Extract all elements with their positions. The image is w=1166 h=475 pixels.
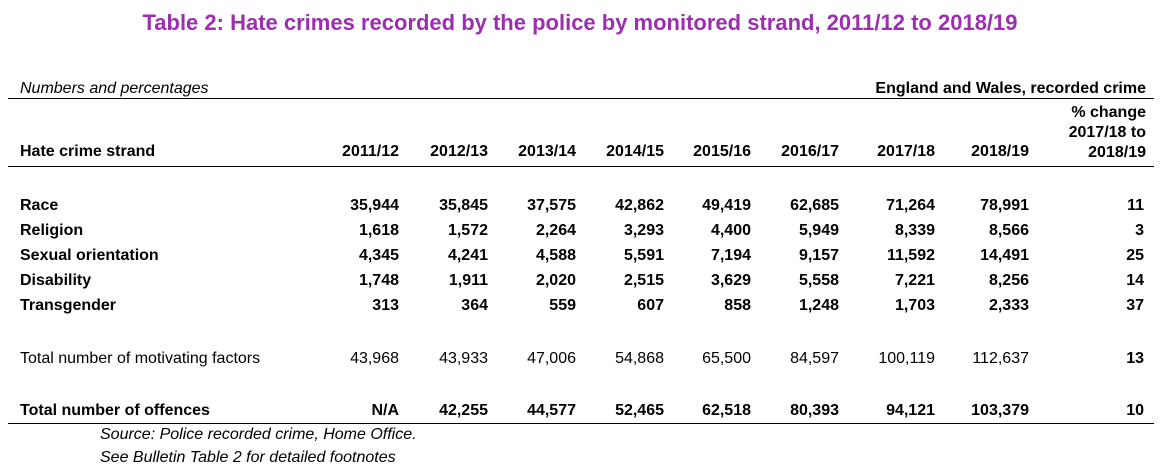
cell-value: 5,558	[798, 272, 839, 289]
cell-value: 62,685	[790, 197, 839, 214]
cell-value: 103,379	[971, 402, 1029, 419]
header-pct-line: 2017/18 to	[1068, 124, 1146, 141]
cell-value: 43,933	[439, 350, 488, 367]
cell-pct: 3	[1135, 222, 1144, 239]
cell-value: 78,991	[980, 197, 1029, 214]
row-label: Total number of motivating factors	[20, 350, 261, 367]
cell-value: 94,121	[886, 402, 935, 419]
table-row-total-offences	[0, 402, 1166, 424]
cell-value: 2,264	[535, 222, 576, 239]
cell-value: 49,419	[702, 197, 751, 214]
cell-value: 80,393	[790, 402, 839, 419]
cell-value: 42,862	[615, 197, 664, 214]
row-label: Total number of offences	[20, 402, 210, 419]
cell-value: 35,944	[350, 197, 399, 214]
header-year: 2016/17	[781, 143, 839, 160]
coverage-note: England and Wales, recorded crime	[875, 80, 1146, 97]
cell-value: 1,618	[358, 222, 399, 239]
cell-pct: 37	[1126, 297, 1144, 314]
row-label: Race	[20, 197, 59, 214]
cell-value: 1,911	[448, 272, 488, 289]
top-rule	[8, 98, 1154, 99]
header-year: 2012/13	[430, 143, 488, 160]
footnote-note: See Bulletin Table 2 for detailed footnotes	[100, 449, 396, 466]
cell-value: 1,748	[358, 272, 399, 289]
table-row-sexual-orientation	[0, 247, 1166, 269]
cell-value: 112,637	[972, 350, 1029, 367]
cell-value: 4,400	[710, 222, 751, 239]
header-year: 2015/16	[693, 143, 751, 160]
cell-value: 9,157	[798, 247, 839, 264]
row-label: Religion	[20, 222, 84, 239]
cell-value: 84,597	[790, 350, 839, 367]
cell-value: 37,575	[527, 197, 576, 214]
header-year: 2013/14	[518, 143, 576, 160]
cell-value: 11,592	[886, 247, 935, 264]
cell-value: 8,566	[988, 222, 1029, 239]
table-title: Table 2: Hate crimes recorded by the police by monitored strand, 2011/12 to 2018/19	[142, 10, 1018, 35]
cell-value: 42,255	[439, 402, 488, 419]
cell-value: 3,629	[710, 272, 751, 289]
cell-pct: 25	[1126, 247, 1144, 264]
header-year: 2011/12	[342, 143, 399, 160]
table-row-transgender	[0, 297, 1166, 319]
cell-value: 4,588	[535, 247, 576, 264]
cell-value: 5,591	[623, 247, 664, 264]
header-pct-line: % change	[1071, 104, 1146, 121]
cell-pct: 10	[1126, 402, 1144, 419]
cell-pct: 14	[1126, 272, 1144, 289]
cell-value: 313	[372, 297, 399, 314]
header-rule	[8, 166, 1154, 167]
units-note: Numbers and percentages	[20, 80, 209, 97]
cell-pct: 11	[1127, 197, 1144, 214]
cell-value: 47,006	[527, 350, 576, 367]
cell-pct: 13	[1126, 350, 1144, 367]
cell-value: 5,949	[798, 222, 839, 239]
cell-value: 100,119	[878, 350, 935, 367]
cell-value: 1,248	[798, 297, 839, 314]
cell-value: 65,500	[702, 350, 751, 367]
bottom-rule	[8, 423, 1154, 424]
cell-value: 4,345	[358, 247, 399, 264]
cell-value: 607	[637, 297, 664, 314]
row-label: Disability	[20, 272, 92, 289]
header-year: 2014/15	[606, 143, 664, 160]
cell-value: 364	[461, 297, 488, 314]
cell-value: 44,577	[527, 402, 576, 419]
cell-value: 43,968	[350, 350, 399, 367]
cell-value: 559	[549, 297, 576, 314]
cell-value: 2,333	[988, 297, 1029, 314]
row-label: Transgender	[20, 297, 117, 314]
table-row-total-factors	[0, 350, 1166, 372]
cell-value: 54,868	[615, 350, 664, 367]
table-row-disability	[0, 272, 1166, 294]
cell-value: N/A	[371, 402, 399, 419]
cell-value: 1,572	[447, 222, 488, 239]
cell-value: 14,491	[980, 247, 1029, 264]
cell-value: 7,221	[894, 272, 935, 289]
cell-value: 62,518	[702, 402, 751, 419]
cell-value: 858	[724, 297, 751, 314]
cell-value: 35,845	[439, 197, 488, 214]
header-year: 2017/18	[877, 143, 935, 160]
cell-value: 8,339	[894, 222, 935, 239]
header-strand: Hate crime strand	[20, 143, 156, 160]
source-note: Source: Police recorded crime, Home Office.	[100, 426, 417, 443]
table-row-race	[0, 197, 1166, 219]
cell-value: 71,264	[886, 197, 935, 214]
cell-value: 1,703	[894, 297, 935, 314]
header-pct-line: 2018/19	[1088, 144, 1146, 161]
table-row-religion	[0, 222, 1166, 244]
cell-value: 3,293	[623, 222, 664, 239]
cell-value: 2,515	[623, 272, 664, 289]
cell-value: 7,194	[710, 247, 751, 264]
cell-value: 8,256	[988, 272, 1029, 289]
cell-value: 2,020	[535, 272, 576, 289]
header-year: 2018/19	[971, 143, 1029, 160]
header-pct-change	[1069, 103, 1146, 163]
row-label: Sexual orientation	[20, 247, 159, 264]
cell-value: 52,465	[615, 402, 664, 419]
cell-value: 4,241	[447, 247, 488, 264]
